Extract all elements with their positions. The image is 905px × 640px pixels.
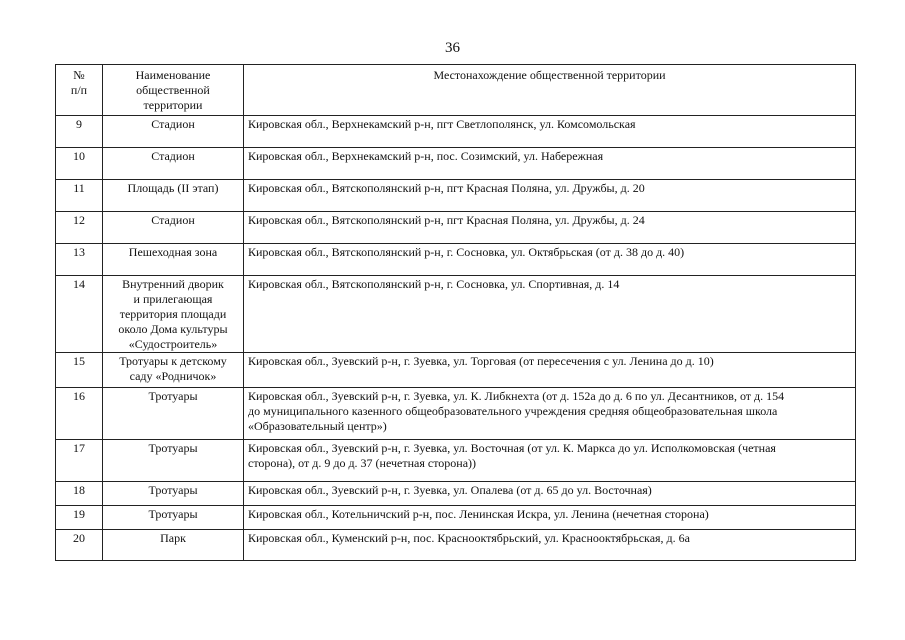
row-number: 10 bbox=[56, 148, 103, 180]
row-number: 15 bbox=[56, 353, 103, 388]
row-territory-location: Кировская обл., Вятскополянский р-н, г. Сосновка, ул. Спортивная, д. 14 bbox=[244, 276, 856, 353]
table-row bbox=[56, 353, 856, 388]
row-territory-name: Стадион bbox=[103, 148, 244, 180]
header-territory-location: Местонахождение общественной территории bbox=[244, 65, 856, 116]
table-row bbox=[56, 506, 856, 530]
territory-table bbox=[55, 64, 856, 561]
row-territory-location: Кировская обл., Вятскополянский р-н, пгт Красная Поляна, ул. Дружбы, д. 24 bbox=[244, 212, 856, 244]
table-body bbox=[56, 116, 856, 561]
row-territory-location: Кировская обл., Зуевский р-н, г. Зуевка, ул. К. Либкнехта (от д. 152а до д. 6 по ул. Десантников, от д. 154 до муниципального казенного общеобразовательного учреждения средняя общеобразовательная школа «Образовательный центр») bbox=[244, 388, 856, 440]
row-territory-name: Тротуары bbox=[103, 440, 244, 482]
table-row bbox=[56, 244, 856, 276]
row-territory-name: Парк bbox=[103, 530, 244, 561]
row-number: 16 bbox=[56, 388, 103, 440]
table-row bbox=[56, 212, 856, 244]
row-territory-location: Кировская обл., Верхнекамский р-н, пгт Светлополянск, ул. Комсомольская bbox=[244, 116, 856, 148]
row-territory-name: Площадь (II этап) bbox=[103, 180, 244, 212]
header-territory-name: Наименование общественной территории bbox=[103, 65, 244, 116]
row-territory-name: Тротуары к детскому саду «Родничок» bbox=[103, 353, 244, 388]
row-territory-location: Кировская обл., Куменский р-н, пос. Краснооктябрьский, ул. Краснооктябрьская, д. 6а bbox=[244, 530, 856, 561]
table-row bbox=[56, 180, 856, 212]
row-number: 18 bbox=[56, 482, 103, 506]
table-row bbox=[56, 482, 856, 506]
row-territory-location: Кировская обл., Зуевский р-н, г. Зуевка, ул. Восточная (от ул. К. Маркса до ул. Исполкомовская (четная сторона), от д. 9 до д. 37 (нечетная сторона)) bbox=[244, 440, 856, 482]
table-row bbox=[56, 148, 856, 180]
page-number: 36 bbox=[445, 40, 460, 56]
table-row bbox=[56, 440, 856, 482]
row-number: 17 bbox=[56, 440, 103, 482]
row-territory-name: Тротуары bbox=[103, 388, 244, 440]
row-territory-location: Кировская обл., Верхнекамский р-н, пос. Созимский, ул. Набережная bbox=[244, 148, 856, 180]
row-number: 20 bbox=[56, 530, 103, 561]
row-territory-name: Стадион bbox=[103, 212, 244, 244]
row-territory-name: Тротуары bbox=[103, 506, 244, 530]
row-territory-name: Тротуары bbox=[103, 482, 244, 506]
table-row bbox=[56, 388, 856, 440]
row-number: 13 bbox=[56, 244, 103, 276]
row-territory-location: Кировская обл., Зуевский р-н, г. Зуевка, ул. Торговая (от пересечения с ул. Ленина до д. 10) bbox=[244, 353, 856, 388]
table-row bbox=[56, 116, 856, 148]
row-number: 9 bbox=[56, 116, 103, 148]
table-row bbox=[56, 276, 856, 353]
row-territory-location: Кировская обл., Зуевский р-н, г. Зуевка, ул. Опалева (от д. 65 до ул. Восточная) bbox=[244, 482, 856, 506]
header-number: № п/п bbox=[56, 65, 103, 116]
row-number: 19 bbox=[56, 506, 103, 530]
row-number: 11 bbox=[56, 180, 103, 212]
row-territory-location: Кировская обл., Вятскополянский р-н, пгт Красная Поляна, ул. Дружбы, д. 20 bbox=[244, 180, 856, 212]
table-header-row bbox=[56, 65, 856, 116]
row-number: 12 bbox=[56, 212, 103, 244]
row-territory-location: Кировская обл., Вятскополянский р-н, г. Сосновка, ул. Октябрьская (от д. 38 до д. 40) bbox=[244, 244, 856, 276]
table-row bbox=[56, 530, 856, 561]
row-territory-name: Пешеходная зона bbox=[103, 244, 244, 276]
row-territory-name: Стадион bbox=[103, 116, 244, 148]
row-territory-location: Кировская обл., Котельничский р-н, пос. Ленинская Искра, ул. Ленина (нечетная сторона) bbox=[244, 506, 856, 530]
row-territory-name: Внутренний дворик и прилегающая территория площади около Дома культуры «Судостроитель» bbox=[103, 276, 244, 353]
row-number: 14 bbox=[56, 276, 103, 353]
